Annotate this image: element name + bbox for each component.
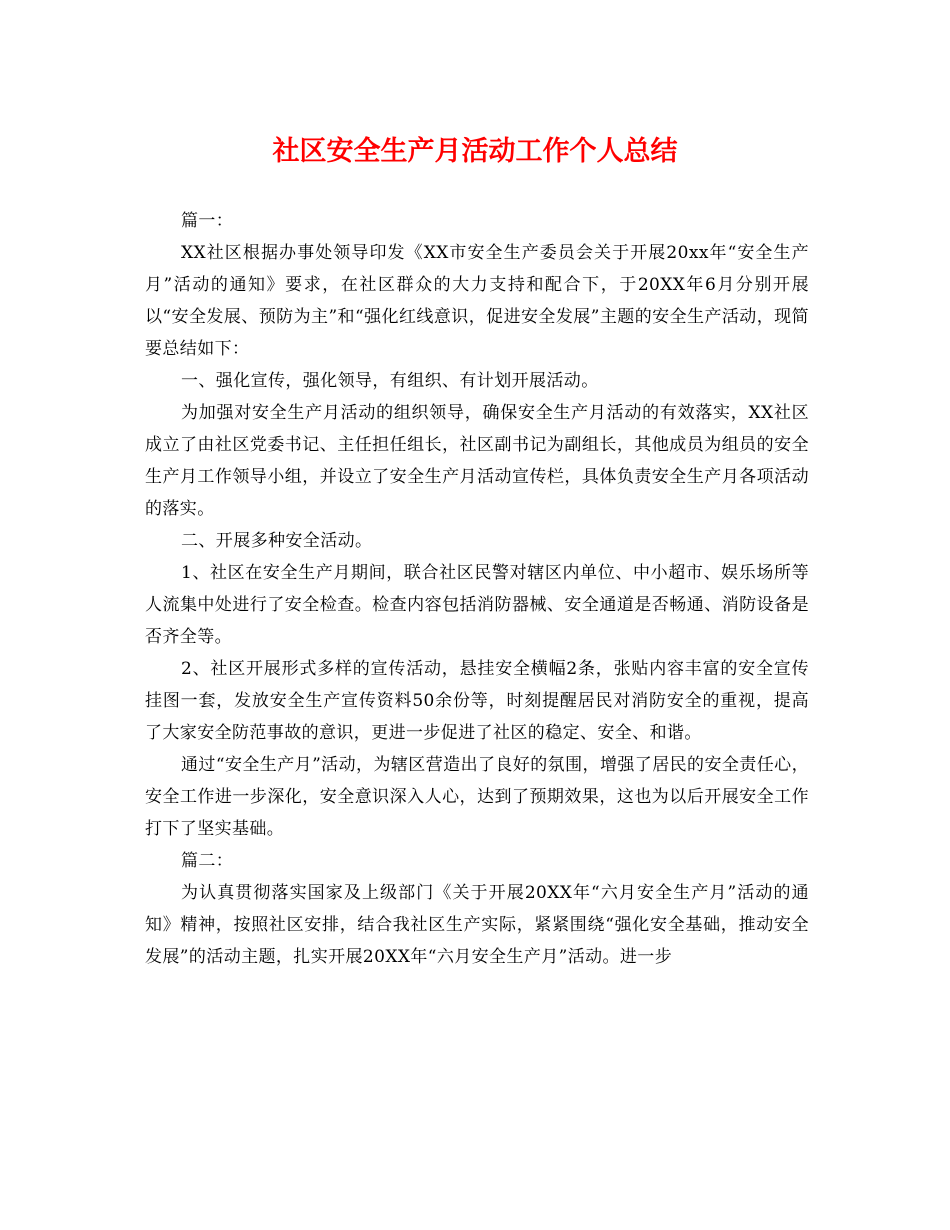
part-2-intro-paragraph: 为认真贯彻落实国家及上级部门《关于开展20XX年“六月安全生产月”活动的通知》精神，按照社区安排，结合我社区生产实际，紧紧围绕“强化安全基础，推动安全发展”的活动主题，扎实开展20XX年“六月安全生产月”活动。进一步 bbox=[145, 883, 809, 967]
section-heading-part-2: 篇二： bbox=[181, 851, 234, 871]
heading-item-1: 一、强化宣传，强化领导，有组织、有计划开展活动。 bbox=[181, 371, 599, 391]
body-paragraph: 为加强对安全生产月活动的组织领导，确保安全生产月活动的有效落实，XX社区成立了由社区党委书记、主任担任组长，社区副书记为副组长，其他成员为组员的安全生产月工作领导小组，并设立了安全生产月活动宣传栏，具体负责安全生产月各项活动的落实。 bbox=[145, 403, 809, 519]
document-body bbox=[145, 205, 809, 973]
section-heading-part-1: 篇一： bbox=[181, 211, 234, 231]
heading-item-2: 二、开展多种安全活动。 bbox=[181, 531, 373, 551]
list-item-1: 1、社区在安全生产月期间，联合社区民警对辖区内单位、中小超市、娱乐场所等人流集中处进行了安全检查。检查内容包括消防器械、安全通道是否畅通、消防设备是否齐全等。 bbox=[145, 563, 809, 647]
intro-paragraph: XX社区根据办事处领导印发《XX市安全生产委员会关于开展20xx年“安全生产月”活动的通知》要求，在社区群众的大力支持和配合下，于20XX年6月分别开展以“安全发展、预防为主”和“强化红线意识，促进安全发展”主题的安全生产活动，现简要总结如下： bbox=[145, 243, 809, 359]
conclusion-paragraph: 通过“安全生产月”活动，为辖区营造出了良好的氛围，增强了居民的安全责任心，安全工作进一步深化，安全意识深入人心，达到了预期效果，这也为以后开展安全工作打下了坚实基础。 bbox=[145, 755, 809, 839]
list-item-2: 2、社区开展形式多样的宣传活动，悬挂安全横幅2条，张贴内容丰富的安全宣传挂图一套，发放安全生产宣传资料50余份等，时刻提醒居民对消防安全的重视，提高了大家安全防范事故的意识，更进一步促进了社区的稳定、安全、和谐。 bbox=[145, 659, 809, 743]
document-title: 社区安全生产月活动工作个人总结 bbox=[272, 136, 678, 167]
